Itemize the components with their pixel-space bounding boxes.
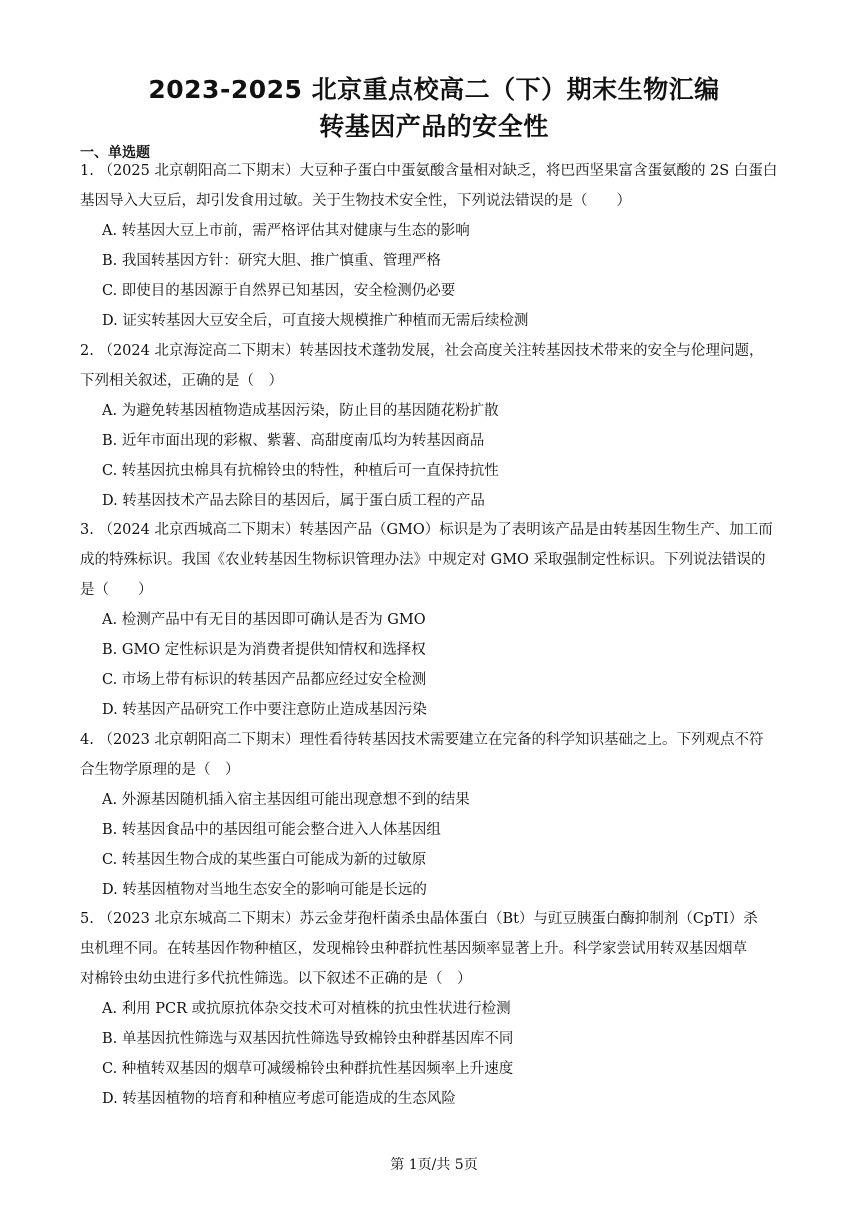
question-1-stem-line: 1. （2025 北京朝阳高二下期末）大豆种子蛋白中蛋氨酸含量相对缺乏，将巴西坚果富含蛋氨酸的 2S 白蛋白 <box>80 163 778 179</box>
question-3-option-b: B. GMO 定性标识是为消费者提供知情权和选择权 <box>102 642 426 658</box>
question-1-option-a: A. 转基因大豆上市前，需严格评估其对健康与生态的影响 <box>102 223 470 239</box>
question-3-stem-line: 是（ ） <box>80 582 153 598</box>
question-4-option-d: D. 转基因植物对当地生态安全的影响可能是长远的 <box>102 882 427 898</box>
question-2-option-b: B. 近年市面出现的彩椒、紫薯、高甜度南瓜均为转基因商品 <box>102 433 485 449</box>
question-5-option-a: A. 利用 PCR 或抗原抗体杂交技术可对植株的抗虫性状进行检测 <box>102 1001 511 1017</box>
question-5-stem-line: 虫机理不同。在转基因作物种植区，发现棉铃虫种群抗性基因频率显著上升。科学家尝试用转双基因烟草 <box>80 941 747 957</box>
question-3-option-a: A. 检测产品中有无目的基因即可确认是否为 GMO <box>102 612 426 628</box>
question-2-stem-line: 2. （2024 北京海淀高二下期末）转基因技术蓬勃发展，社会高度关注转基因技术带来的安全与伦理问题， <box>80 343 764 359</box>
question-3-option-c: C. 市场上带有标识的转基因产品都应经过安全检测 <box>102 672 427 688</box>
question-2-stem-line: 下列相关叙述，正确的是（ ） <box>80 373 283 389</box>
question-4-option-c: C. 转基因生物合成的某些蛋白可能成为新的过敏原 <box>102 852 427 868</box>
page-subtitle: 转基因产品的安全性 <box>319 112 549 141</box>
question-4-stem-line: 合生物学原理的是（ ） <box>80 762 240 778</box>
question-1-option-c: C. 即使目的基因源于自然界已知基因，安全检测仍必要 <box>102 283 456 299</box>
page-number: 第 1页/共 5页 <box>390 1157 478 1173</box>
question-3-stem-line: 3. （2024 北京西城高二下期末）转基因产品（GMO）标识是为了表明该产品是由转基因生物生产、加工而 <box>80 522 773 538</box>
page-title: 2023-2025 北京重点校高二（下）期末生物汇编 <box>148 75 720 104</box>
question-2-option-d: D. 转基因技术产品去除目的基因后，属于蛋白质工程的产品 <box>102 493 485 509</box>
question-5-option-b: B. 单基因抗性筛选与双基因抗性筛选导致棉铃虫种群基因库不同 <box>102 1031 514 1047</box>
question-5-stem-line: 5. （2023 北京东城高二下期末）苏云金芽孢杆菌杀虫晶体蛋白（Bt）与豇豆胰蛋白酶抑制剂（CpTⅠ）杀 <box>80 911 758 927</box>
question-5-option-d: D. 转基因植物的培育和种植应考虑可能造成的生态风险 <box>102 1091 456 1107</box>
question-5-option-c: C. 种植转双基因的烟草可减缓棉铃虫种群抗性基因频率上升速度 <box>102 1061 514 1077</box>
question-1-option-d: D. 证实转基因大豆安全后，可直接大规模推广种植而无需后续检测 <box>102 313 529 329</box>
question-4-stem-line: 4. （2023 北京朝阳高二下期末）理性看待转基因技术需要建立在完备的科学知识基础之上。下列观点不符 <box>80 732 764 748</box>
question-5-stem-line: 对棉铃虫幼虫进行多代抗性筛选。以下叙述不正确的是（ ） <box>80 971 472 987</box>
question-4-option-b: B. 转基因食品中的基因组可能会整合进入人体基因组 <box>102 822 441 838</box>
question-1-option-b: B. 我国转基因方针：研究大胆、推广慎重、管理严格 <box>102 253 441 269</box>
question-3-option-d: D. 转基因产品研究工作中要注意防止造成基因污染 <box>102 702 427 718</box>
question-3-stem-line: 成的特殊标识。我国《农业转基因生物标识管理办法》中规定对 GMO 采取强制定性标识。下列说法错误的 <box>80 552 766 568</box>
question-1-stem-line: 基因导入大豆后，却引发食用过敏。关于生物技术安全性，下列说法错误的是（ ） <box>80 193 631 209</box>
question-2-option-c: C. 转基因抗虫棉具有抗棉铃虫的特性，种植后可一直保持抗性 <box>102 463 499 479</box>
question-2-option-a: A. 为避免转基因植物造成基因污染，防止目的基因随花粉扩散 <box>102 403 499 419</box>
section-heading: 一、单选题 <box>80 145 150 161</box>
question-4-option-a: A. 外源基因随机插入宿主基因组可能出现意想不到的结果 <box>102 792 470 808</box>
